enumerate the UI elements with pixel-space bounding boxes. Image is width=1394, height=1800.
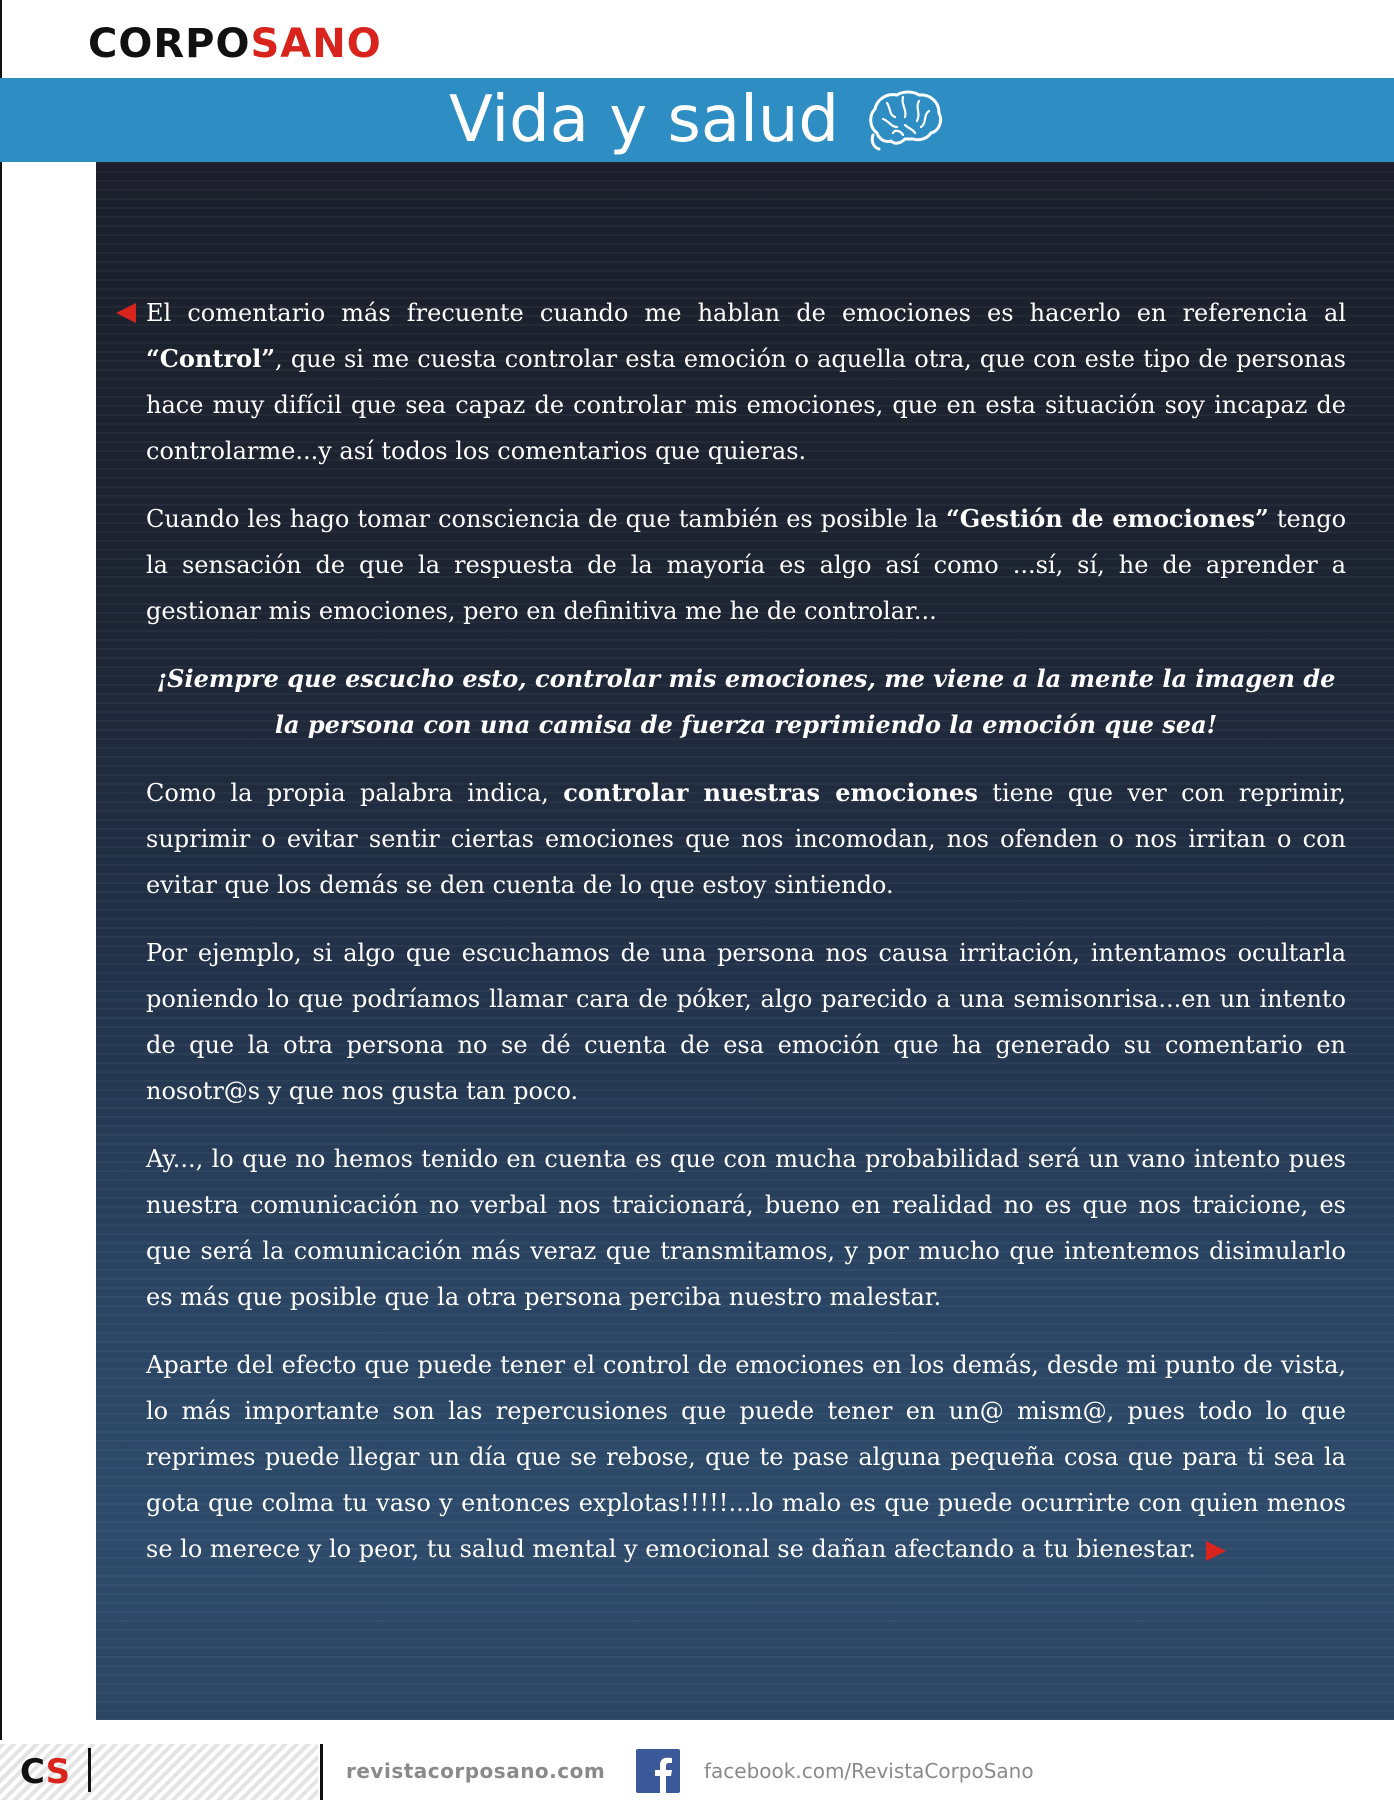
- p2-text-a: Cuando les hago tomar consciencia de que también es posible la: [146, 505, 946, 533]
- p2-bold-gestion: “Gestión de emociones”: [945, 504, 1269, 533]
- paragraph-6: [146, 1342, 1346, 1572]
- paragraph-1: [146, 290, 1346, 474]
- article-body: [146, 290, 1346, 1594]
- triangle-right-icon: [1206, 1541, 1226, 1561]
- p1-text-a: El comentario más frecuente cuando me hablan de emociones es hacerlo en referencia al: [146, 299, 1346, 327]
- p1-text-c: , que si me cuesta controlar esta emoción o aquella otra, que con este tipo de personas hace muy difícil que sea capaz de controlar mis emociones, que en esta situación soy incapaz de controlarme...y así todos los comentarios que quieras.: [146, 345, 1346, 465]
- cs-logo-s: S: [45, 1752, 71, 1792]
- cs-logo: [20, 1752, 70, 1792]
- section-title: Vida y salud: [448, 83, 840, 157]
- article-panel: [96, 162, 1394, 1720]
- corposano-logo: [88, 20, 382, 68]
- paragraph-3: [146, 770, 1346, 908]
- p1-bold-control: “Control”: [146, 344, 276, 373]
- facebook-link[interactable]: facebook.com/RevistaCorpoSano: [704, 1759, 1034, 1783]
- footer-divider-2: [320, 1744, 323, 1800]
- p3-bold-controlar: controlar nuestras emociones: [563, 778, 978, 807]
- pull-quote: ¡Siempre que escucho esto, controlar mis emociones, me viene a la mente la imagen de la persona con una camisa de fuerza reprimiendo la emoción que sea!: [156, 664, 1336, 739]
- section-banner: [0, 78, 1394, 162]
- p3-text-c: tiene que ver con reprimir, suprimir o evitar sentir ciertas emociones que nos incomodan, nos ofenden o nos irritan o con evitar que los demás se den cuenta de lo que estoy sintiendo.: [146, 779, 1346, 899]
- logo-part-sano: SANO: [250, 21, 382, 67]
- left-border: [0, 0, 2, 1800]
- website-link[interactable]: revistacorposano.com: [346, 1759, 606, 1783]
- p3-text-a: Como la propia palabra indica,: [146, 779, 564, 807]
- cs-logo-c: C: [20, 1752, 46, 1792]
- footer-divider-1: [88, 1748, 91, 1792]
- p2-text-c: tengo la sensación de que la respuesta de la mayoría es algo así como ...sí, sí, he de aprender a gestionar mis emociones, pero en definitiva me he de controlar...: [146, 505, 1347, 625]
- logo-part-corpo: CORPO: [88, 21, 251, 67]
- paragraph-5: Ay..., lo que no hemos tenido en cuenta es que con mucha probabilidad será un vano intento pues nuestra comunicación no verbal nos traicionará, bueno en realidad no es que nos traicione, es que será la comunicación más veraz que transmitamos, y por mucho que intentemos disimularlo es más que posible que la otra persona perciba nuestro malestar.: [146, 1145, 1346, 1311]
- p6-text: Aparte del efecto que puede tener el control de emociones en los demás, desde mi punto de vista, lo más importante son las repercusiones que puede tener en un@ mism@, pues todo lo que reprimes puede llegar un día que se rebose, que te pase alguna pequeña cosa que para ti sea la gota que colma tu vaso y entonces explotas!!!!!...lo malo es que puede ocurrirte con quien menos se lo merece y lo peor, tu salud mental y emocional se dañan afectando a tu bienestar.: [146, 1351, 1346, 1563]
- facebook-icon[interactable]: [636, 1749, 680, 1793]
- triangle-left-icon: [116, 303, 136, 323]
- paragraph-4: Por ejemplo, si algo que escuchamos de una persona nos causa irritación, intentamos ocultarla poniendo lo que podríamos llamar cara de póker, algo parecido a una semisonrisa...en un intento de que la otra persona no se dé cuenta de esa emoción que ha generado su comentario en nosotr@s y que nos gusta tan poco.: [146, 939, 1346, 1105]
- brain-icon: [865, 89, 945, 151]
- paragraph-2: [146, 496, 1346, 634]
